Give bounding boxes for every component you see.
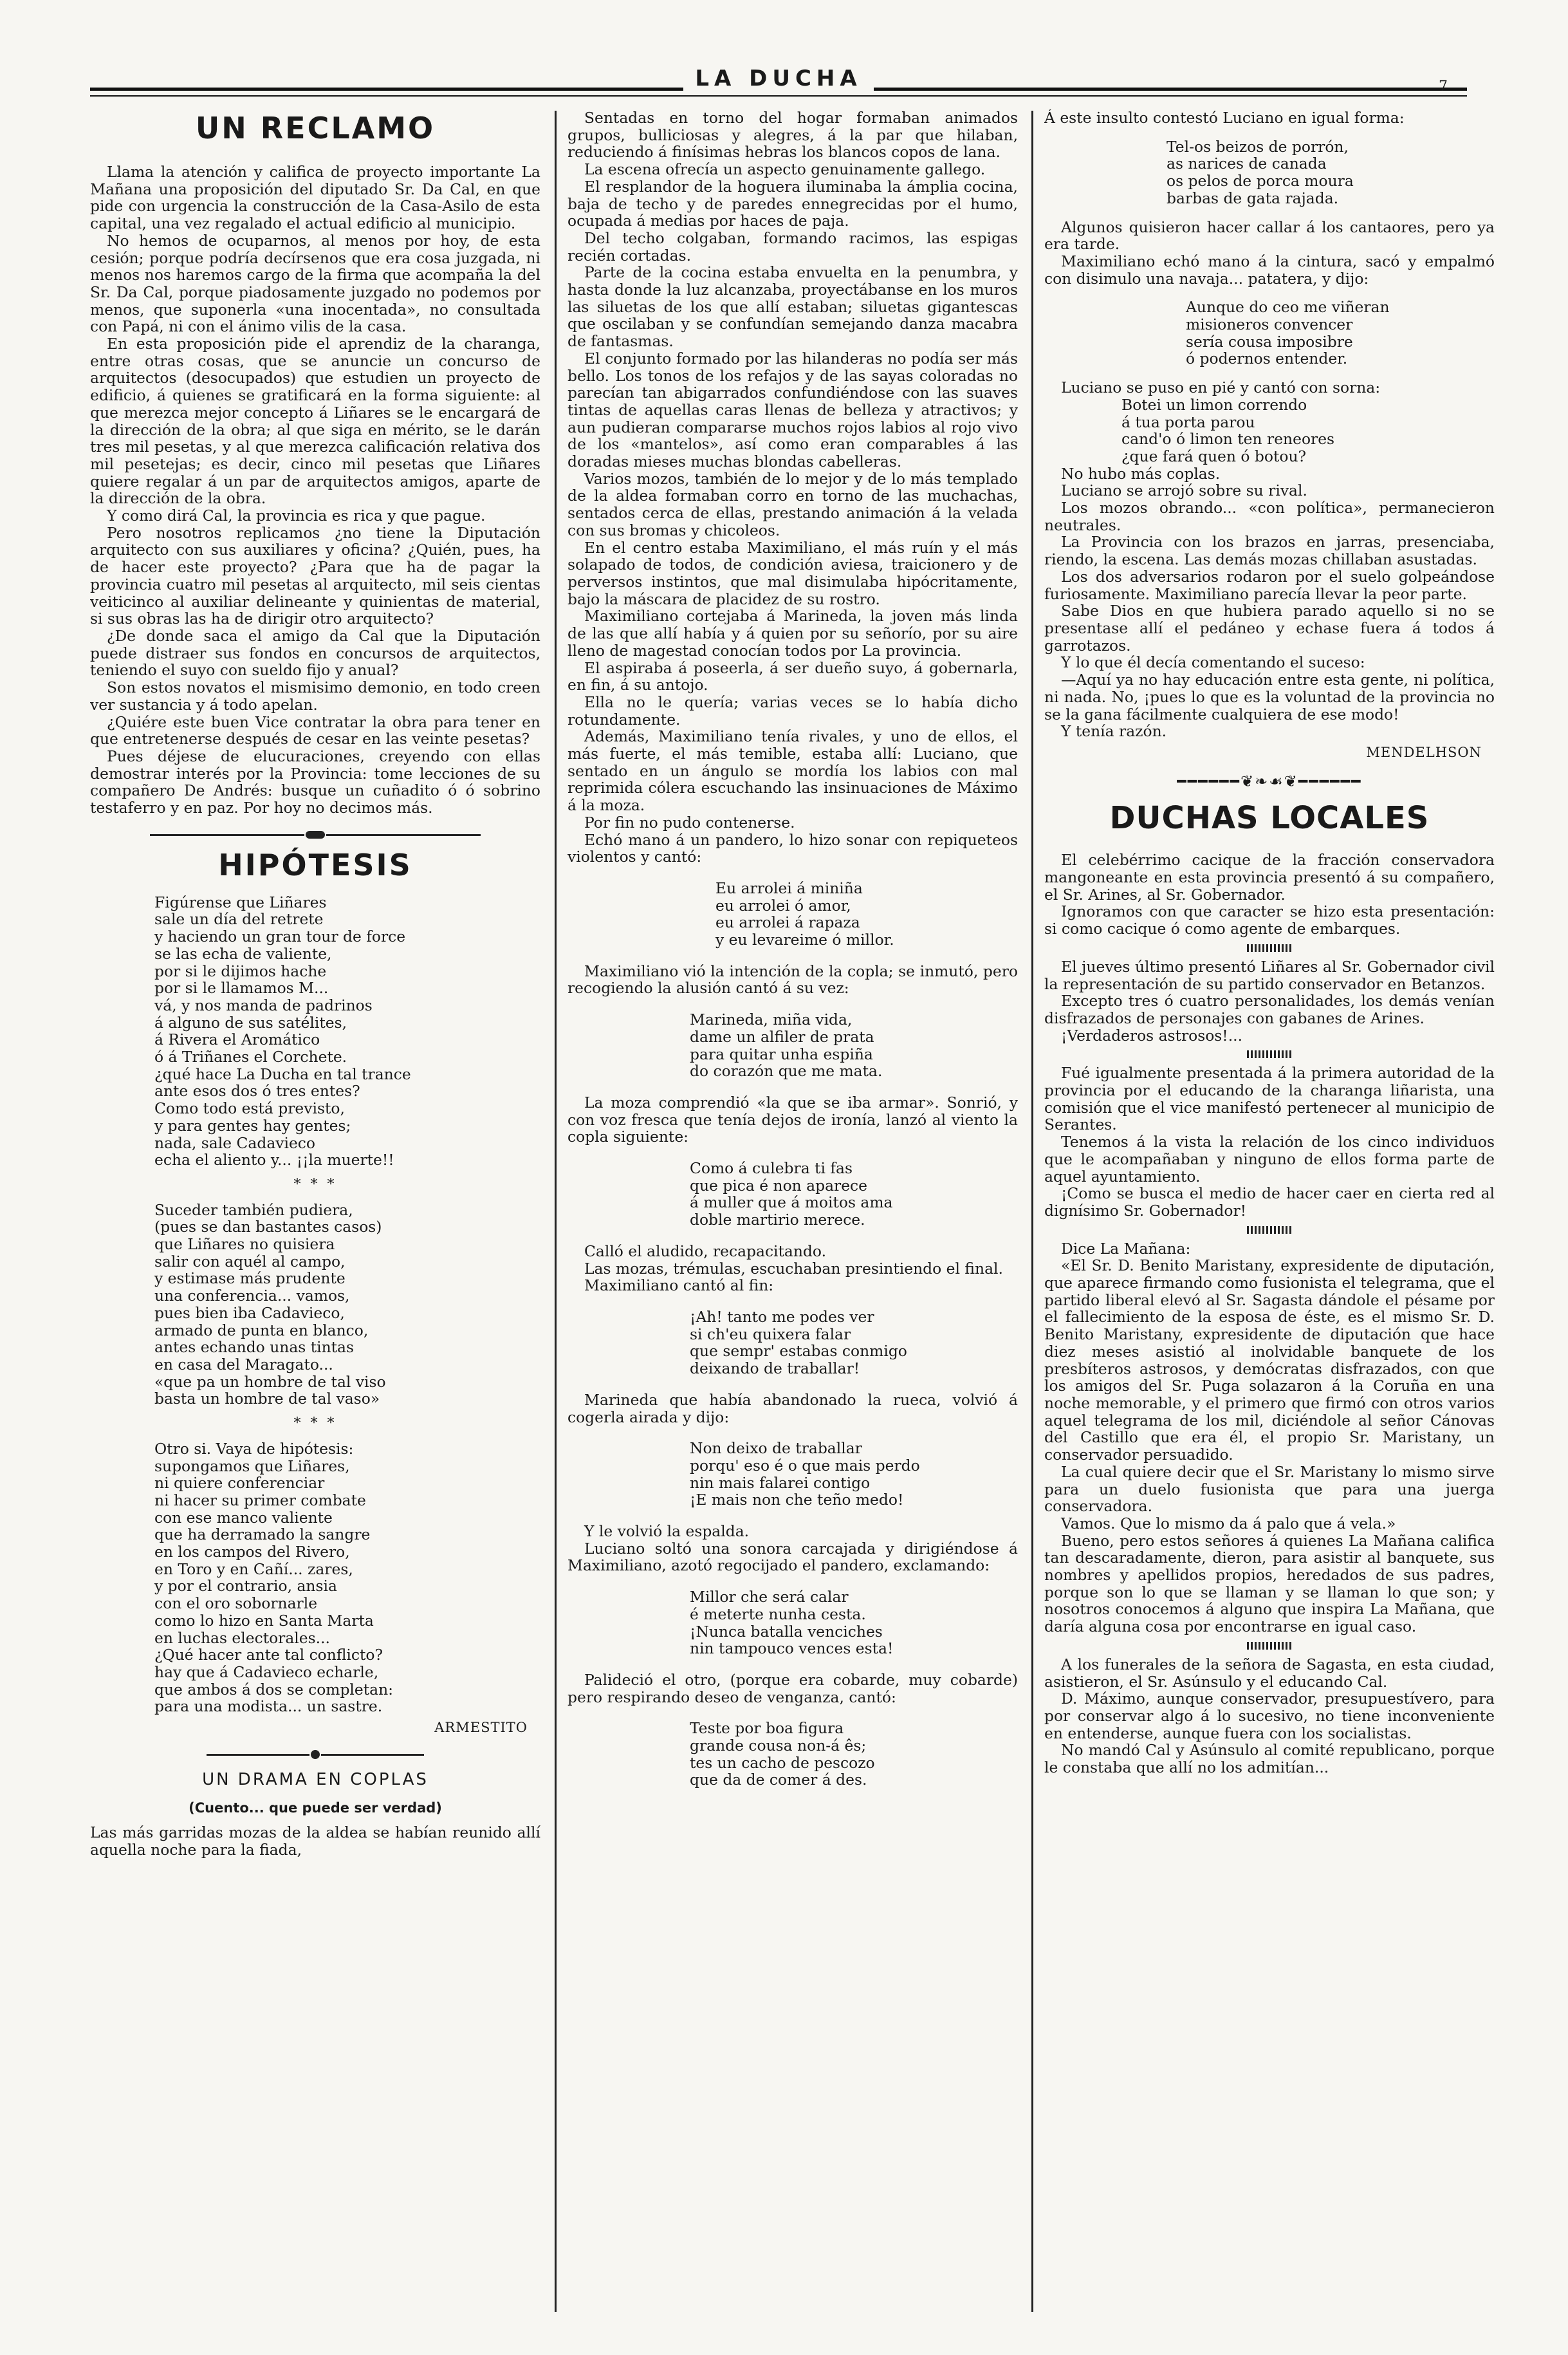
poem-line: por si le dijimos hache [154,962,327,980]
copla-5 [567,1440,1018,1509]
copla-4 [567,1308,1018,1377]
story-paragraphs-8 [1044,219,1495,288]
copla-line: é meterte nunha cesta. [690,1605,866,1623]
paragraph: Bueno, pero estos señores á quienes La Mañana califica tan descaradamente, dieron, para asistir al banquete, sus nombres y apellidos propios, heredados de sus padres, porque son lo que se llaman y se llaman lo que son; y nosotros conocemos á alguno que inspira La Mañana, que daría alguna cosa por encontrarse en igual caso. [1044,1531,1495,1636]
section-title-duchas-locales: DUCHAS LOCALES [1109,800,1430,837]
paragraph: La cual quiere decir que el Sr. Maristany lo mismo sirve para un duelo fusionista que para una juerga conservadora. [1044,1462,1495,1516]
paragraph: Ignoramos con que caracter se hizo esta presentación: si como cacique ó como agente de embarques. [1044,902,1495,938]
copla-line: á tua porta parou [1121,413,1255,431]
copla-line: Aunque do ceo me viñeran [1186,298,1390,317]
paragraph: No mandó Cal y Asúnsulo al comité republicano, porque le constaba que allí no los admitían... [1044,1741,1495,1777]
column-2 [567,109,1018,2323]
paragraph: En esta proposición pide el aprendiz de la charanga, entre otras cosas, que se anuncie un concurso de arquitectos (desocupados) que estudien un proyecto de edificio, á quienes se gratificará en la forma siguiente: al que merezca mejor concepto á Liñares se le encargará de la dirección de la obra; al que siga en mérito, se le darán tres mil pesetas, y al que merezca calificación relativa dos mil pesetejas; es decir, cinco mil pesetas que Liñares quiere regalar á un par de arquitectos amigos, aparte de la dirección de la obra. [90,335,540,508]
copla-line: Non deixo de traballar [690,1439,862,1458]
poem-line: ni hacer su primer combate [154,1491,366,1509]
poem-line: ante esos dos ó tres entes? [154,1082,360,1101]
paragraph: El celebérrimo cacique de la fracción conservadora mangoneante en esta provincia presentó á su compañero, el Sr. Arines, al Sr. Gobernador. [1044,851,1495,904]
copla-line: grande cousa non-á ês; [690,1736,867,1755]
item-divider-ornament [1247,1226,1292,1234]
news-item-4 [1044,1240,1495,1635]
paragraph: Echó mano á un pandero, lo hizo sonar con repiqueteos violentos y cantó: [567,830,1018,866]
copla-line: que da de comer á des. [690,1771,867,1789]
poem-line: salir con aquél al campo, [154,1252,346,1271]
paragraph: En el centro estaba Maximiliano, el más ruín y el más solapado de todos, de condición aviesa, traicionero y de perversos instintos, que mal disimulaba hipócritamente, bajo la máscara de placidez de su rostro. [567,538,1018,608]
paragraph: Las mozas, trémulas, escuchaban presintiendo el final. [584,1259,1003,1278]
copla-line: Botei un limon correndo [1121,395,1307,414]
item-divider-ornament [1247,1642,1292,1650]
paragraph: Pero nosotros replicamos ¿no tiene la Diputación arquitecto con sus auxiliares y oficina? ¿Quién, pues, ha de hacer este proyecto? ¿Para que ha de pagar la provincia cuatro mil pesetas al arquitecto, mil seis cientas veiticinco al auxiliar delineante y quinientas de material, si sus obras las ha de dirigir otro arquitecto? [90,523,540,628]
copla-line: eu arrolei ó amor, [715,896,851,915]
paragraph: La moza comprendió «la que se iba armar». Sonrió, y con voz fresca que tenía dejos de ironía, lanzó al viento la copla siguiente: [567,1093,1018,1146]
copla-line: Teste por boa figura [690,1719,844,1738]
paragraph: El jueves último presentó Liñares al Sr. Gobernador civil la representación de su partido conservador en Betanzos. [1044,957,1495,993]
paragraph: Luciano soltó una sonora carcajada y dirigiéndose á Maximiliano, azotó regocijado el pandero, exclamando: [567,1539,1018,1575]
column-rule-1 [555,111,557,2312]
poem-line: basta un hombre de tal vaso» [154,1390,380,1408]
copla-7 [567,1720,1018,1789]
paragraph: Excepto tres ó cuatro personalidades, los demás venían disfrazados de personajes con gabanes de Arines. [1044,992,1495,1027]
paragraph: Ella no le quería; varias veces se lo había dicho rotundamente. [567,693,1018,729]
poem-line: echa el aliento y... ¡¡la muerte!! [154,1151,394,1169]
paragraph: Por fin no pudo contenerse. [584,813,795,832]
copla-8 [1044,138,1495,207]
copla-10 [1044,396,1495,465]
paragraph: «El Sr. D. Benito Maristany, expresidente de diputación, que aparece firmando como fusionista el telegrama, que el partido liberal elevó al Sr. Sagasta dándole el pésame por el fallecimiento de la esposa de éste, es el mismo Sr. D. Benito Maristany, expresidente de diputación que hace diez meses asistió al inolvidable banquete de los presbíteros astrosos, y demócratas disfrazados, con que los amigos del Sr. Puga solazaron á la Coruña en una noche memorable, y el primero que firmó con otros varios aquel telegrama de los mil, diciéndole al señor Cánovas del Castillo que era él, el propio Sr. Maristany, un conservador persuadido. [1044,1256,1495,1464]
paragraph: Sabe Dios en que hubiera parado aquello si no se presentase allí el pedáneo y echase fuera á todos á garrotazos. [1044,602,1495,655]
copla-line: porqu' eso é o que mais perdo [690,1456,920,1475]
poem-line: pues bien iba Cadavieco, [154,1303,345,1322]
poem-line: Otro si. Vaya de hipótesis: [154,1439,354,1458]
poem-line: nada, sale Cadavieco [154,1133,315,1152]
copla-line: si ch'eu quixera falar [690,1325,851,1343]
poem-line: hay que á Cadavieco echarle, [154,1662,379,1681]
poem-line: con ese manco valiente [154,1508,333,1527]
masthead-rule-thin [90,95,1467,97]
poem-line: se las echa de valiente, [154,944,332,963]
paragraph: Vamos. Que lo mismo da á palo que á vela.» [1061,1514,1396,1532]
poem-line: y para gentes hay gentes; [154,1116,351,1135]
poem-line: Como todo está previsto, [154,1099,345,1118]
article-un-reclamo [90,163,540,817]
poem-line: armado de punta en blanco, [154,1321,369,1339]
poem-line: ó á Triñanes el Corchete. [154,1048,347,1066]
copla-line: barbas de gata rajada. [1167,189,1339,207]
poem-line: ni quiere conferenciar [154,1474,325,1493]
paragraph: Sentadas en torno del hogar formaban animados grupos, bulliciosas y alegres, á la par que hilaban, reduciendo á finísimas hebras los blancos copos de lana. [567,109,1018,162]
paragraph: Son estos novatos el mismisimo demonio, en todo creen ver sustancia y á todo apelan. [90,678,540,714]
copla-line: Tel-os beizos de porrón, [1167,137,1349,156]
copla-3 [567,1160,1018,1229]
copla-line: Como á culebra ti fas [690,1159,853,1178]
copla-line: nin mais falarei contigo [690,1473,871,1492]
poem-line: con el oro sobornarle [154,1594,318,1613]
poem-line: vá, y nos manda de padrinos [154,996,373,1014]
poem-line: como lo hizo en Santa Marta [154,1611,374,1630]
author-signature-armestito: ARMESTITO [434,1720,528,1736]
news-item-2 [1044,958,1495,1045]
paragraph: ¿De donde saca el amigo da Cal que la Diputación puede distraer sus fondos en concursos de arquitectos, teniendo el suyo con sueldo fijo y anual? [90,626,540,680]
poem-line: por si le llamamos M... [154,979,329,998]
article-subtitle: (Cuento... que puede ser verdad) [189,1800,442,1816]
stanza-separator-asterisks: * * * [293,1176,337,1193]
copla-2 [567,1011,1018,1080]
copla-9 [1044,299,1495,368]
paragraph: Tenemos á la vista la relación de los cinco individuos que le acompañaban y ninguno de ellos forma parte de aquel ayuntamiento. [1044,1133,1495,1186]
paragraph: Á este insulto contestó Luciano en igual forma: [1044,109,1405,127]
poem-line: que ha derramado la sangre [154,1525,371,1544]
paragraph: Y lo que él decía comentando el suceso: [1061,653,1365,672]
paragraph: La escena ofrecía un aspecto genuinamente gallego. [584,160,986,179]
copla-line: á muller que á moitos ama [690,1193,893,1212]
poem-line: y estimase más prudente [154,1269,346,1288]
copla-line: ¡Ah! tanto me podes ver [690,1308,874,1326]
paragraph: Luciano se arrojó sobre su rival. [1061,481,1307,500]
copla-1 [567,880,1018,949]
author-signature-mendelhson: MENDELHSON [1366,744,1482,760]
poem-line: ¿qué hace La Ducha en tal trance [154,1065,411,1083]
poem-line: que ambos á dos se completan: [154,1680,394,1699]
paragraph: A los funerales de la señora de Sagasta, en esta ciudad, asistieron, el Sr. Asúnsulo y el educando Cal. [1044,1655,1495,1691]
copla-line: as narices de canada [1167,154,1327,173]
copla-line: doble martirio merece. [690,1211,865,1229]
poem-stanza-1 [90,894,540,1169]
copla-line: sería cousa imposibre [1186,332,1353,351]
copla-line: Marineda, miña vida, [690,1010,853,1029]
copla-6 [567,1588,1018,1657]
poem-line: Suceder también pudiera, [154,1200,353,1219]
paragraph: El resplandor de la hoguera iluminaba la ámplia cocina, baja de techo y de paredes ennegrecidas por el humo, ocupada á medias por haces de paja. [567,177,1018,230]
copla-line: y eu levareime ó millor. [715,931,894,949]
paragraph: Dice La Mañana: [1061,1239,1191,1258]
newspaper-title: LA DUCHA [90,66,1467,91]
paragraph: Y tenía razón. [1061,722,1167,741]
story-paragraphs-6 [567,1523,1018,1574]
poem-line: en luchas electorales... [154,1628,330,1647]
paragraph: No hubo más coplas. [1061,464,1221,483]
paragraph: Maximiliano echó mano á la cintura, sacó y empalmó con disimulo una navaja... patatera, y dijo: [1044,252,1495,288]
paragraph: Las más garridas mozas de la aldea se habían reunido allí aquella noche para la fiada, [90,1823,540,1859]
news-item-1 [1044,852,1495,938]
item-divider-ornament [1247,944,1292,952]
copla-line: ¡E mais non che teño medo! [690,1491,904,1509]
paragraph: —Aquí ya no hay educación entre esta gente, ni política, ni nada. No, ¡pues lo que es la voluntad de la provincia no se la gana fácilmente cualquiera de ese modo! [1044,671,1495,723]
section-divider-ornament [90,1745,540,1760]
paragraph: Los dos adversarios rodaron por el suelo golpeándose furiosamente. Maximiliano parecía llevar la peor parte. [1044,567,1495,603]
copla-line: Millor che será calar [690,1588,849,1606]
story-paragraphs-10 [1044,465,1495,740]
story-paragraphs-4 [567,1243,1018,1294]
paragraph: Calló el aludido, recapacitando. [584,1242,827,1260]
paragraph: La Provincia con los brazos en jarras, presenciaba, riendo, la escena. Las demás mozas chillaban asustadas. [1044,533,1495,569]
article-title-hipotesis: HIPÓTESIS [218,847,412,882]
poem-line: para una modista... un sastre. [154,1697,383,1716]
poem-line: que Liñares no quisiera [154,1235,335,1254]
paragraph: Del techo colgaban, formando racimos, las espigas recién cortadas. [567,228,1018,265]
copla-line: eu arrolei á rapaza [715,913,860,932]
decorative-vine-divider: ━━━━━━❦❧☙❦━━━━━━ [1177,772,1362,790]
copla-line: nin tampouco vences esta! [690,1639,894,1658]
copla-line: que pica é non aparece [690,1176,868,1195]
paragraph: Fué igualmente presentada á la primera autoridad de la provincia por el educando de la charanga liñarista, una comisión que el vice manifestó pertenecer al municipio de Serantes. [1044,1064,1495,1134]
paragraph: Varios mozos, también de lo mejor y de lo más templado de la aldea formaban corro en torno de las muchachas, sentados cerca de ellas, prestando animación á la velada con sus bromas y chicoleos. [567,469,1018,539]
poem-line: ¿Qué hacer ante tal conflicto? [154,1646,383,1664]
paragraph: Marineda que había abandonado la rueca, volvió á cogerla airada y dijo: [567,1390,1018,1426]
poem-stanza-2 [90,1202,540,1408]
news-item-5 [1044,1656,1495,1776]
page-number: 7 [1439,79,1448,95]
paragraph: Los mozos obrando... «con política», permanecieron neutrales. [1044,499,1495,534]
copla-line: do corazón que me mata. [690,1062,883,1081]
masthead [90,62,1467,107]
copla-line: tes un cacho de pescozo [690,1753,875,1772]
poem-line: á alguno de sus satélites, [154,1013,347,1032]
copla-line: ¡Nunca batalla venciches [690,1622,883,1641]
copla-line: misioneros convencer [1186,315,1353,334]
poem-line: (pues se dan bastantes casos) [154,1218,382,1236]
poem-line: Figúrense que Liñares [154,893,327,911]
paragraph: ¿Quiére este buen Vice contratar la obra para tener en que entretenerse después de cesar en las veinte pesetas? [90,712,540,749]
paragraph: El aspiraba á poseerla, á ser dueño suyo, á gobernarla, en fin, á su antojo. [567,658,1018,694]
copla-line: os pelos de porca moura [1167,172,1354,191]
copla-line: dame un alfiler de prata [690,1027,874,1046]
poem-line: en Toro y en Cañí... zares, [154,1559,353,1578]
copla-line: Eu arrolei á miniña [715,879,863,897]
paragraph: Algunos quisieron hacer callar á los cantaores, pero ya era tarde. [1044,218,1495,254]
paragraph: Luciano se puso en pié y cantó con sorna: [1061,378,1381,397]
paragraph: Y como dirá Cal, la provincia es rica y que pague. [107,507,486,525]
copla-line: que sempr' estabas conmigo [690,1342,907,1361]
article-title-un-reclamo: UN RECLAMO [195,111,436,145]
copla-line: cand'o ó limon ten reneores [1121,430,1335,449]
poem-line: una conferencia... vamos, [154,1287,350,1305]
poem-line: y haciendo un gran tour de force [154,927,406,946]
item-divider-ornament [1247,1050,1292,1058]
paragraph: D. Máximo, aunque conservador, presupuestívero, para por conservar algo á lo sucesivo, no tiene inconveniente en entenderse, aunque fuera con los socialistas. [1044,1689,1495,1742]
section-divider-ornament [90,826,540,840]
column-1 [90,109,540,2323]
poem-line: «que pa un hombre de tal viso [154,1372,386,1391]
paragraph: Parte de la cocina estaba envuelta en la penumbra, y hasta donde la luz alcanzaba, proyectábanse en los muros las siluetas de los que allí estaban; siluetas gigantescas que oscilaban y se confundían semejando danza macabra de fantasmas. [567,263,1018,351]
paragraph: Maximiliano cortejaba á Marineda, la joven más linda de las que allí había y á quien por su señorío, por su aire lleno de magestad conocían todos por La provincia. [567,607,1018,660]
paragraph: Pues déjese de elucuraciones, creyendo con ellas demostrar interés por la Provincia: tome lecciones de su compañero De Andrés: busque un cuñadito ó ó sobrino testaferro y en paz. Por hoy no decimos más. [90,747,540,817]
article-title-drama-en-coplas: UN DRAMA EN COPLAS [202,1769,429,1789]
paragraph: ¡Como se busca el medio de hacer caer en cierta red al dignísimo Sr. Gobernador! [1044,1184,1495,1220]
poem-line: supongamos que Liñares, [154,1457,350,1475]
news-item-3 [1044,1065,1495,1219]
paragraph: Llama la atención y califica de proyecto importante La Mañana una proposición del diputado Sr. Da Cal, en que pide con urgencia la construcción de la Casa-Asilo de esta capital, una vez regalado el actual edificio al municipio. [90,163,540,233]
poem-line: sale un día del retrete [154,910,324,929]
paragraph: Palideció el otro, (porque era cobarde, muy cobarde) pero respirando deseo de venganza, cantó: [567,1670,1018,1706]
paragraph: ¡Verdaderos astrosos!... [1061,1026,1243,1045]
copla-line: deixando de traballar! [690,1359,860,1378]
poem-line: á Rivera el Aromático [154,1030,320,1049]
paragraph: No hemos de ocuparnos, al menos por hoy, de esta cesión; porque podría decírsenos que era cosa juzgada, ni menos nos haremos cargo de la firma que acompaña la del Sr. Da Cal, porque piadosamente juzgado no podemos por menos, que suponerla «una inocentada», no consultada con Papá, ni con el ánimo vilis de la casa. [90,231,540,336]
paragraph: Maximiliano vió la intención de la copla; se inmutó, pero recogiendo la alusión cantó á su vez: [567,962,1018,998]
paragraph: Y le volvió la espalda. [584,1522,750,1541]
poem-line: en los campos del Rivero, [154,1543,350,1561]
poem-line: en casa del Maragato... [154,1355,333,1373]
column-rule-2 [1031,111,1033,2312]
poem-stanza-3 [90,1440,540,1715]
copla-line: ó podernos entender. [1186,349,1348,368]
copla-line: para quitar unha espiña [690,1045,873,1063]
paragraph: Además, Maximiliano tenía rivales, y uno de ellos, el más fuerte, el más temible, estaba allí: Luciano, que sentado en un ángulo se mordía los labios con mal reprimida cólera escuchando las insinuaciones de Máximo á la moza. [567,727,1018,815]
story-paragraphs-1 [567,109,1018,866]
poem-line: antes echando unas tintas [154,1338,355,1357]
copla-line: ¿que fará quen ó botou? [1121,447,1307,465]
column-3 [1044,109,1495,2323]
stanza-separator-asterisks: * * * [293,1415,337,1432]
paragraph: El conjunto formado por las hilanderas no podía ser más bello. Los tonos de los refajos y de las sayas coloradas no parecían tan abigarrados confundiéndose con las suaves tintas de aquellas caras llenas de belleza y atractivos; y aun pudieran compararse muchos rojos labios al rojo vivo de los «mantelos», así como eran comparables á las doradas mieses muchas blondas cabelleras. [567,349,1018,471]
paragraph: Maximiliano cantó al fin: [584,1276,774,1295]
poem-line: y por el contrario, ansia [154,1577,337,1596]
